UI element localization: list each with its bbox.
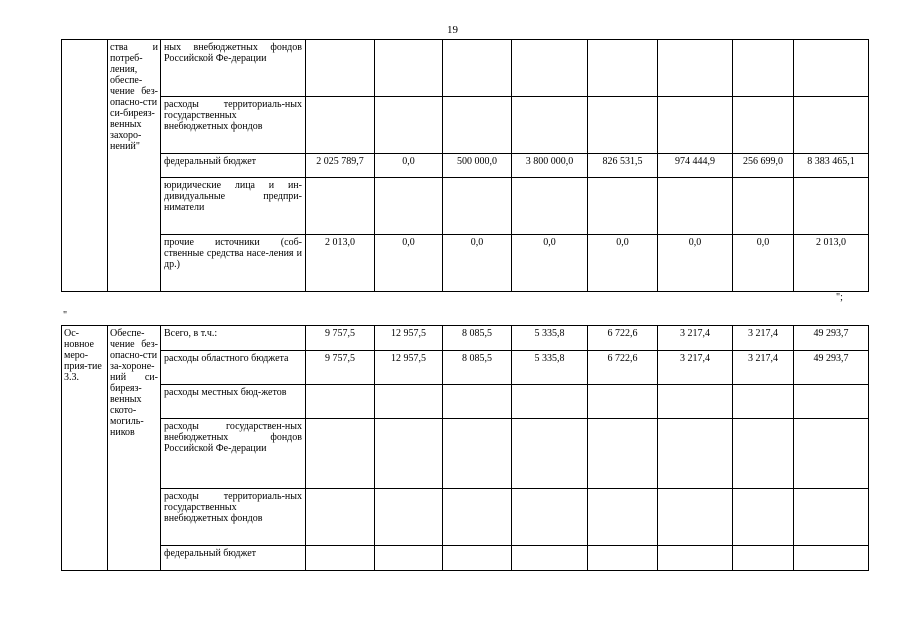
amount-cell: 5 335,8 [512,351,588,385]
amount-cell [306,489,375,546]
amount-cell [733,489,794,546]
amount-cell [733,40,794,97]
amount-cell: 974 444,9 [658,154,733,178]
amount-cell [306,178,375,235]
amount-cell: 49 293,7 [794,351,869,385]
funding-source-cell: расходы государствен-ных внебюджетных фондов Российской Фе-дерации [161,419,306,489]
opening-quote-mark: " [63,310,68,321]
amount-cell [306,419,375,489]
amount-cell [588,419,658,489]
amount-cell: 0,0 [443,235,512,292]
amount-cell [375,97,443,154]
amount-cell: 2 025 789,7 [306,154,375,178]
funding-source-cell: Всего, в т.ч.: [161,326,306,351]
table-row [62,178,869,235]
amount-cell [512,40,588,97]
amount-cell [306,40,375,97]
amount-cell [588,546,658,571]
funding-source-cell: расходы областного бюджета [161,351,306,385]
activity-cell: ства и потреб-ления, обеспе-чение без-опасно-сти си-биреяз-венных захоро-нений" [108,40,161,292]
amount-cell [658,419,733,489]
amount-cell [512,489,588,546]
amount-cell [588,178,658,235]
amount-cell [512,385,588,419]
table-row [62,235,869,292]
amount-cell [443,546,512,571]
funding-source-cell: федеральный бюджет [161,154,306,178]
amount-cell [588,97,658,154]
amount-cell [658,385,733,419]
amount-cell: 3 800 000,0 [512,154,588,178]
amount-cell: 49 293,7 [794,326,869,351]
amount-cell: 3 217,4 [658,326,733,351]
amount-cell: 0,0 [512,235,588,292]
amount-cell [443,385,512,419]
table-row [62,154,869,178]
amount-cell [512,178,588,235]
amount-cell: 9 757,5 [306,326,375,351]
amount-cell [588,489,658,546]
amount-cell [733,419,794,489]
amount-cell [375,546,443,571]
amount-cell [443,40,512,97]
activity-cell: Обеспе-чение без-опасно-сти за-хороне-ний си-биреяз-венных ското-могиль-ников [108,326,161,571]
amount-cell: 8 383 465,1 [794,154,869,178]
amount-cell [733,385,794,419]
amount-cell: 0,0 [375,235,443,292]
amount-cell [443,489,512,546]
amount-cell [443,419,512,489]
funding-source-cell: расходы местных бюд-жетов [161,385,306,419]
amount-cell: 12 957,5 [375,351,443,385]
funding-source-cell: расходы территориаль-ных государственных внебюджетных фондов [161,489,306,546]
amount-cell: 3 217,4 [733,351,794,385]
amount-cell: 8 085,5 [443,351,512,385]
amount-cell: 9 757,5 [306,351,375,385]
funding-source-cell: ных внебюджетных фондов Российской Фе-дерации [161,40,306,97]
amount-cell [733,546,794,571]
amount-cell: 500 000,0 [443,154,512,178]
amount-cell: 5 335,8 [512,326,588,351]
amount-cell [658,546,733,571]
amount-cell: 3 217,4 [733,326,794,351]
amount-cell [794,419,869,489]
amount-cell [794,40,869,97]
amount-cell [658,40,733,97]
amount-cell: 0,0 [375,154,443,178]
amount-cell [658,97,733,154]
amount-cell: 826 531,5 [588,154,658,178]
measure-cell [62,40,108,292]
amount-cell [306,385,375,419]
amount-cell [512,97,588,154]
amount-cell [512,546,588,571]
funding-source-cell: юридические лица и ин-дивидуальные предпри-ниматели [161,178,306,235]
amount-cell [375,40,443,97]
amount-cell [588,40,658,97]
amount-cell: 6 722,6 [588,326,658,351]
amount-cell [375,385,443,419]
budget-table-measure-3-3 [61,325,869,571]
amount-cell [733,97,794,154]
amount-cell: 2 013,0 [794,235,869,292]
measure-cell: Ос-новное меро-прия-тие 3.3. [62,326,108,571]
amount-cell: 0,0 [588,235,658,292]
table-row [62,97,869,154]
amount-cell [794,489,869,546]
amount-cell [794,546,869,571]
funding-source-cell: прочие источники (соб-ственные средства насе-ления и др.) [161,235,306,292]
amount-cell [794,385,869,419]
amount-cell: 6 722,6 [588,351,658,385]
amount-cell [375,489,443,546]
amount-cell [306,97,375,154]
amount-cell: 8 085,5 [443,326,512,351]
amount-cell [794,178,869,235]
table-row [62,40,869,97]
amount-cell [733,178,794,235]
table-row [62,385,869,419]
amount-cell [443,178,512,235]
closing-quote-mark: "; [836,292,843,303]
amount-cell [375,419,443,489]
table-row [62,419,869,489]
amount-cell: 2 013,0 [306,235,375,292]
funding-source-cell: федеральный бюджет [161,546,306,571]
table-row [62,326,869,351]
table-row [62,546,869,571]
amount-cell [443,97,512,154]
page-number: 19 [447,24,458,36]
amount-cell [588,385,658,419]
table-row [62,351,869,385]
amount-cell [512,419,588,489]
amount-cell [794,97,869,154]
amount-cell: 3 217,4 [658,351,733,385]
budget-table-continuation [61,39,869,292]
amount-cell [658,489,733,546]
amount-cell [658,178,733,235]
amount-cell [375,178,443,235]
amount-cell: 0,0 [733,235,794,292]
funding-source-cell: расходы территориаль-ных государственных внебюджетных фондов [161,97,306,154]
amount-cell: 256 699,0 [733,154,794,178]
amount-cell: 12 957,5 [375,326,443,351]
amount-cell: 0,0 [658,235,733,292]
table-row [62,489,869,546]
amount-cell [306,546,375,571]
